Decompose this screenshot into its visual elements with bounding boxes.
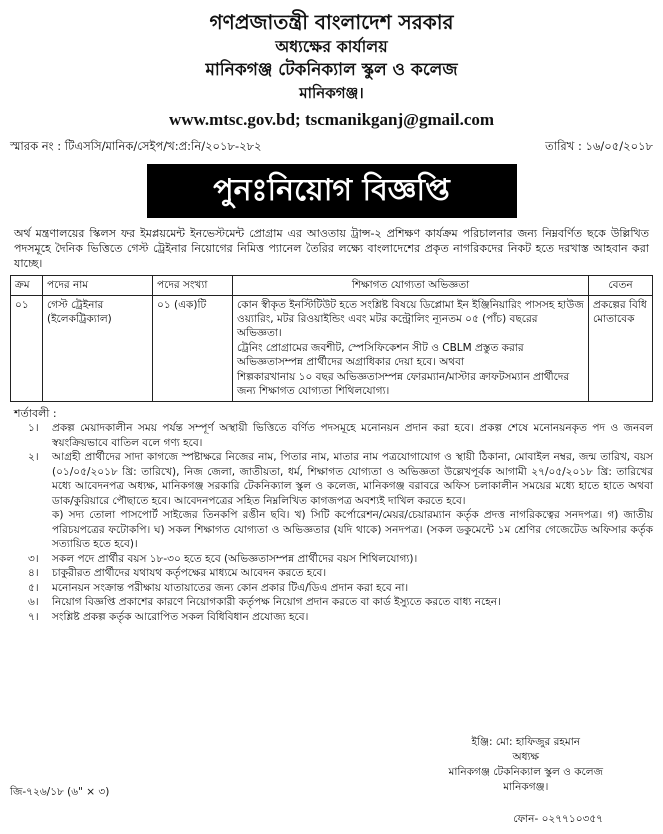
- qualification-1: কোন স্বীকৃত ইনস্টিটিউট হতে সংশ্লিষ্ট বিষয়ে ডিপ্লোমা ইন ইঞ্জিনিয়ারিং পাসসহ হাউজ ওয়্যারিং, মটর রিওয়াইন্ডিং এবং মটর কন্ট্রোলিং ন্যূনতম ০৫ (পাঁচ) বছরের অভিজ্ঞতা।: [237, 299, 584, 339]
- memo-row: [10, 138, 653, 154]
- web-email-line: www.mtsc.gov.bd; tscmanikganj@gmail.com: [168, 110, 495, 129]
- qualification-3: শিল্পকারখানায় ১০ বছর অভিজ্ঞতাসম্পন্ন ফোরম্যান/মাস্টার ক্রাফটসম্যান প্রার্থীদের জন্য শিক্ষাগত যোগ্যতা শিথিলযোগ্য।: [237, 371, 570, 397]
- phone-number: ফোন- ০২৭৭১০৩৫৭: [513, 813, 603, 825]
- job-table: [10, 275, 653, 402]
- intro-paragraph: অর্থ মন্ত্রণালয়ের স্কিলস ফর ইমপ্লয়মেন্ট ইনভেস্টমেন্ট প্রোগ্রাম এর আওতায় ট্রান্স-২ প্রশিক্ষণ কার্যক্রম পরিচালনার জন্য নিম্নবর্ণিত ছকে উল্লিখিত পদসমূহে দৈনিক ভিত্তিতে গেস্ট ট্রেইনার নিয়োগের নিমিত্ত প্যানেল তৈরির লক্ষ্যে বাংলাদেশের প্রকৃত নাগরিকদের নিকট হতে দরখাস্ত আহবান করা যাচ্ছে।: [14, 227, 649, 270]
- header-salary: বেতন: [589, 276, 653, 296]
- cell-salary: প্রকল্পের বিধি মোতাবেক: [589, 296, 653, 402]
- signatory-place: মানিকগঞ্জ।: [503, 781, 549, 793]
- memo-reference: স্মারক নং : টিএসসি/মানিক/সেইপ/খ:প্র:নি/২০১৮-২৮২: [10, 139, 262, 153]
- signatory-institution: মানিকগঞ্জ টেকনিক্যাল স্কুল ও কলেজ: [448, 766, 603, 778]
- list-item: ৬। নিয়োগ বিজ্ঞপ্তি প্রকাশের কারণে নিয়োগকারী কর্তৃপক্ষ নিয়োগ প্রদান করতে বা কার্ড ইস্যুতে করতে বাধ্য নহেন।: [28, 596, 501, 608]
- institution-title: মানিকগঞ্জ টেকনিক্যাল স্কুল ও কলেজ: [205, 60, 458, 80]
- cell-count: ০১ (এক)টি: [153, 296, 233, 402]
- table-row: [11, 296, 653, 402]
- advert-code: জি-৭২৬/১৮ (৬" × ৩): [10, 786, 110, 798]
- signatory-name: ইঞ্জি: মো: হাফিজুর রহমান: [471, 736, 581, 748]
- list-item: ১। প্রকল্প মেয়াদকালীন সময় পর্যন্ত সম্পূর্ণ অস্থায়ী ভিত্তিতে বর্ণিত পদসমূহে মনোনয়ন প্রদান করা হবে। প্রকল্প শেষে মনোনয়নকৃত পদ ও জনবল স্বয়ংক্রিয়ভাবে বাতিল বলে গণ্য হবে।: [28, 422, 653, 449]
- header-qualification: শিক্ষাগত যোগ্যতা অভিজ্ঞতা: [233, 276, 589, 296]
- list-item: ২। আগ্রহী প্রার্থীদের সাদা কাগজে স্পষ্টাক্ষরে নিজের নাম, পিতার নাম, মাতার নাম পত্রযোগাযোগ ও স্থায়ী ঠিকানা, মোবাইল নম্বর, জন্ম তারিখ, বয়স (০১/০৫/২০১৮ খ্রি: তারিখে), নিজ জেলা, জাতীয়তা, ধর্ম, শিক্ষাগত যোগ্যতা ও অভিজ্ঞতা উল্লেখপূর্বক আগামী ২৭/০৫/২০১৮ খ্রি: তারিখের মধ্যে আবেদনপত্র অধ্যক্ষ, মানিকগঞ্জ সরকারি টেকনিক্যাল স্কুল ও কলেজ, মানিকগঞ্জ বরাবরে অফিস চলাকালীন সময়ের মধ্যে হাতে হাতে অথবা ডাক/কুরিয়ারে পৌছাতে হবে। আবেদনপত্রের সহিত নিম্নলিখিত কাগজপত্র অবশ্যই দাখিল করতে হবে।: [28, 451, 653, 507]
- list-item: ৩। সকল পদে প্রার্থীর বয়স ১৮-৩০ হতে হবে (অভিজ্ঞতাসম্পন্ন প্রার্থীদের বয়স শিথিলযোগ্য)।: [28, 552, 418, 565]
- terms-list: [10, 421, 653, 624]
- list-item: ৫। মনোনয়ন সংক্রান্ত পরীক্ষায় যাতায়াতের জন্য কোন প্রকার টিএ/ডিএ প্রদান করা হবে না।: [28, 581, 409, 594]
- header-sl: ক্রম: [11, 276, 43, 296]
- header-post: পদের নাম: [43, 276, 153, 296]
- cell-sl: ০১: [11, 296, 43, 402]
- office-title: অধ্যক্ষের কার্যালয়: [275, 37, 388, 56]
- list-item: ৪। চাকুরীরত প্রার্থীদের যথাযথ কর্তৃপক্ষের মাধ্যমে আবেদন করতে হবে।: [28, 567, 327, 579]
- cell-qualification: [233, 296, 589, 402]
- qualification-2: ট্রেনিং প্রোগ্রামের জবশীট, স্পেসিফিকেশন সীট ও CBLM প্রস্তুত করার অভিজ্ঞতাসম্পন্ন প্রার্থীদের অগ্রাধিকার দেয়া হবে। অথবা: [237, 342, 524, 368]
- notice-banner: পুনঃনিয়োগ বিজ্ঞপ্তি: [147, 164, 517, 218]
- place-title: মানিকগঞ্জ।: [299, 84, 364, 102]
- list-item: ক) সদ্য তোলা পাসপোর্ট সাইজের তিনকপি রঙীন ছবি। খ) সিটি কর্পোরেশন/মেয়র/চেয়ারম্যান কর্তৃক প্রদত্ত নাগরিকত্বের সনদপত্র। গ) জাতীয় পরিচয়পত্রের ফটোকপি। ঘ) সকল শিক্ষাগত যোগ্যতা ও অভিজ্ঞতার (যদি থাকে) সনদপত্র। (সকল ডকুমেন্টে ১ম শ্রেণির গেজেটেড অফিসার কর্তৃক সত্যায়িত হতে হবে)।: [52, 509, 653, 550]
- table-header-row: [11, 276, 653, 296]
- memo-date: তারিখ : ১৬/০৫/২০১৮: [545, 139, 653, 153]
- list-item: ৭। সংশ্লিষ্ট প্রকল্প কর্তৃক আরোপিত সকল বিধিবিধান প্রযোজ্য হবে।: [28, 610, 309, 623]
- letterhead: [10, 8, 653, 132]
- header-count: পদের সংখ্যা: [153, 276, 233, 296]
- signature-block: [449, 735, 603, 795]
- cell-post: গেস্ট ট্রেইনার (ইলেকট্রিক্যাল): [43, 296, 153, 402]
- terms-title: শর্তাবলী :: [14, 407, 57, 420]
- signatory-title: অধ্যক্ষ: [512, 751, 540, 763]
- government-title: গণপ্রজাতন্ত্রী বাংলাদেশ সরকার: [209, 10, 454, 34]
